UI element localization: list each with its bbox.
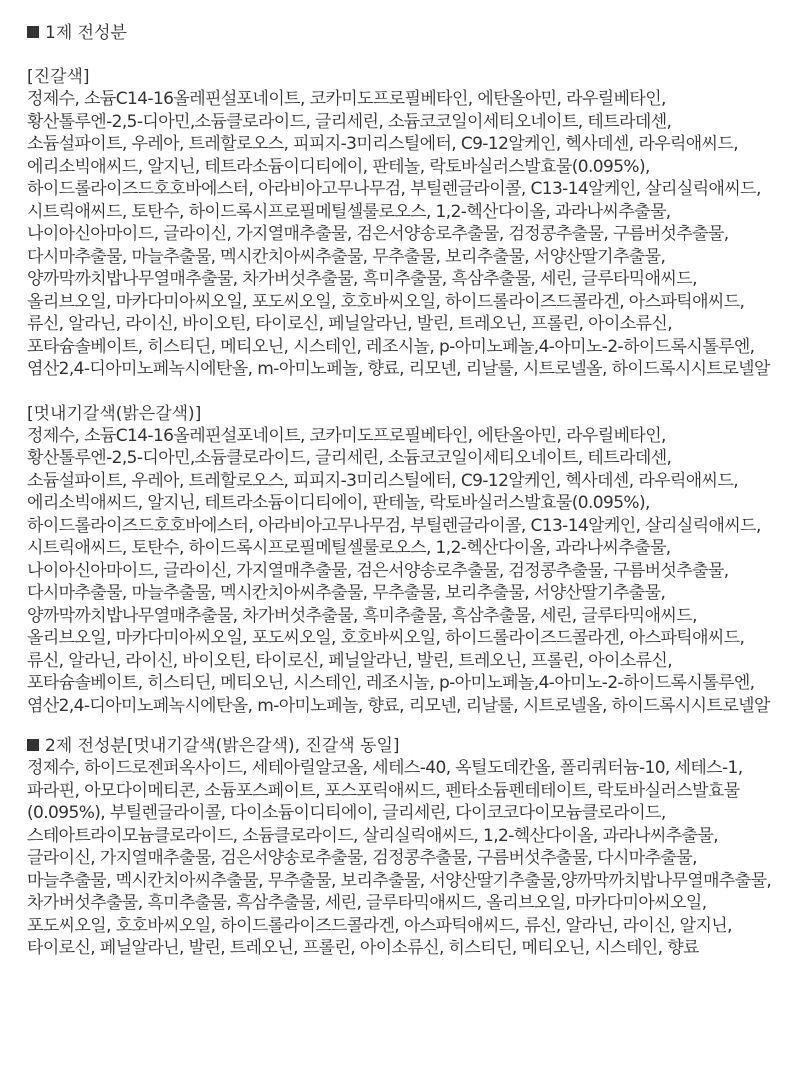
spacer: [27, 717, 773, 735]
square-bullet-icon: [27, 739, 39, 751]
section2-title: 2제 전성분[멋내기갈색(밝은갈색), 진갈색 동일]: [45, 736, 400, 756]
section1-title: 1제 전성분: [45, 23, 127, 43]
group2-label: [멋내기갈색(밝은갈색)]: [27, 403, 202, 424]
group1-label: [진갈색]: [27, 67, 90, 87]
spacer: [27, 381, 773, 403]
section1-heading: [27, 22, 773, 44]
group2-ingredients: 정제수, 소듐C14-16올레핀설포네이트, 코카미도프로필베타인, 에탄올아민, 라우릴베타인, 황산톨루엔-2,5-디아민,소듐클로라이드, 글리세린, 소듐코코일이세티오네이트, 테트라데센, 소듐설파이트, 우레아, 트레할로오스, 피피지-3미리스틸에터, C9-12알케인, 헥사데센, 라우릭애씨드, 에리소빅애씨드, 알지닌, 테트라소듐이디티에이, 판테놀, 락토바실러스발효물(0.095%), 하이드롤라이즈드호호바에스터, 아라비아고무나무검, 부틸렌글라이콜, C13-14알케인, 살리실릭애씨드, 시트릭애씨드, 토탄수, 하이드록시프로필메틸셀룰로오스, 1,2-헥산다이올, 과라나씨추출물, 나이아신아마이드, 글라이신, 가지열매추출물, 검은서양송로추출물, 검정콩추출물, 구름버섯추출물, 다시마추출물, 마늘추출물, 멕시칸치아씨추출물, 무추출물, 보리추출물, 서양산딸기추출물, 양까막까치밥나무열매추출물, 차가버섯추출물, 흑미추출물, 흑삼추출물, 세린, 글루타믹애씨드, 올리브오일, 마카다미아씨오일, 포도씨오일, 호호바씨오일, 하이드롤라이즈드콜라겐, 아스파틱애씨드, 류신, 알라닌, 라이신, 바이오틴, 타이로신, 페닐알라닌, 발린, 트레오닌, 프롤린, 아이소류신, 포타슘솔베이트, 히스티딘, 메티오닌, 시스테인, 레조시놀, p-아미노페놀,4-아미노-2-하이드록시톨루엔, 염산2,4-디아미노페녹시에탄올, m-아미노페놀, 향료, 리모넨, 리날룰, 시트로넬올, 하이드록시시트로넬알: [27, 425, 770, 716]
square-bullet-icon: [27, 26, 39, 38]
section2-ingredients: 정제수, 하이드로젠퍼옥사이드, 세테아릴알코올, 세테스-40, 옥틸도데칸올, 폴리쿼터늄-10, 세테스-1, 파라핀, 아모다이메티콘, 소듐포스페이트, 포스포릭애씨드, 펜타소듐펜테테이트, 락토바실러스발효물(0.095%), 부틸렌글라이콜, 다이소듐이디티에이, 글리세린, 다이코코다이모늄클로라이드, 스테아트라이모늄클로라이드, 소듐클로라이드, 살리실릭애씨드, 1,2-헥산다이올, 과라나씨추출물, 글라이신, 가지열매추출물, 검은서양송로추출물, 검정콩추출물, 구름버섯추출물, 다시마추출물, 마늘추출물, 멕시칸치아씨추출물, 무추출물, 보리추출물, 서양산딸기추출물,양까막까치밥나무열매추출물, 차가버섯추출물, 흑미추출물, 흑삼추출물, 세린, 글루타믹애씨드, 올리브오일, 마카다미아씨오일, 포도씨오일, 호호바씨오일, 하이드롤라이즈드콜라겐, 아스파틱애씨드, 류신, 알라닌, 라이신, 알지닌, 타이로신, 페닐알라닌, 발린, 트레오닌, 프롤린, 아이소류신, 히스티딘, 메티오닌, 시스테인, 향료: [27, 758, 772, 958]
group1-ingredients: 정제수, 소듐C14-16올레핀설포네이트, 코카미도프로필베타인, 에탄올아민, 라우릴베타인, 황산톨루엔-2,5-디아민,소듐클로라이드, 글리세린, 소듐코코일이세티오네이트, 테트라데센, 소듐설파이트, 우레아, 트레할로오스, 피피지-3미리스틸에터, C9-12알케인, 헥사데센, 라우릭애씨드, 에리소빅애씨드, 알지닌, 테트라소듐이디티에이, 판테놀, 락토바실러스발효물(0.095%), 하이드롤라이즈드호호바에스터, 아라비아고무나무검, 부틸렌글라이콜, C13-14알케인, 살리실릭애씨드, 시트릭애씨드, 토탄수, 하이드록시프로필메틸셀룰로오스, 1,2-헥산다이올, 과라나씨추출물, 나이아신아마이드, 글라이신, 가지열매추출물, 검은서양송로추출물, 검정콩추출물, 구름버섯추출물, 다시마추출물, 마늘추출물, 멕시칸치아씨추출물, 무추출물, 보리추출물, 서양산딸기추출물, 양까막까치밥나무열매추출물, 차가버섯추출물, 흑미추출물, 흑삼추출물, 세린, 글루타믹애씨드, 올리브오일, 마카다미아씨오일, 포도씨오일, 호호바씨오일, 하이드롤라이즈드콜라겐, 아스파틱애씨드, 류신, 알라닌, 라이신, 바이오틴, 타이로신, 페닐알라닌, 발린, 트레오닌, 프롤린, 아이소류신, 포타슘솔베이트, 히스티딘, 메티오닌, 시스테인, 레조시놀, p-아미노페놀,4-아미노-2-하이드록시톨루엔, 염산2,4-디아미노페녹시에탄올, m-아미노페놀, 향료, 리모넨, 리날룰, 시트로넬올, 하이드록시시트로넬알: [27, 89, 770, 379]
section2-heading: [27, 735, 773, 757]
spacer: [27, 44, 773, 66]
